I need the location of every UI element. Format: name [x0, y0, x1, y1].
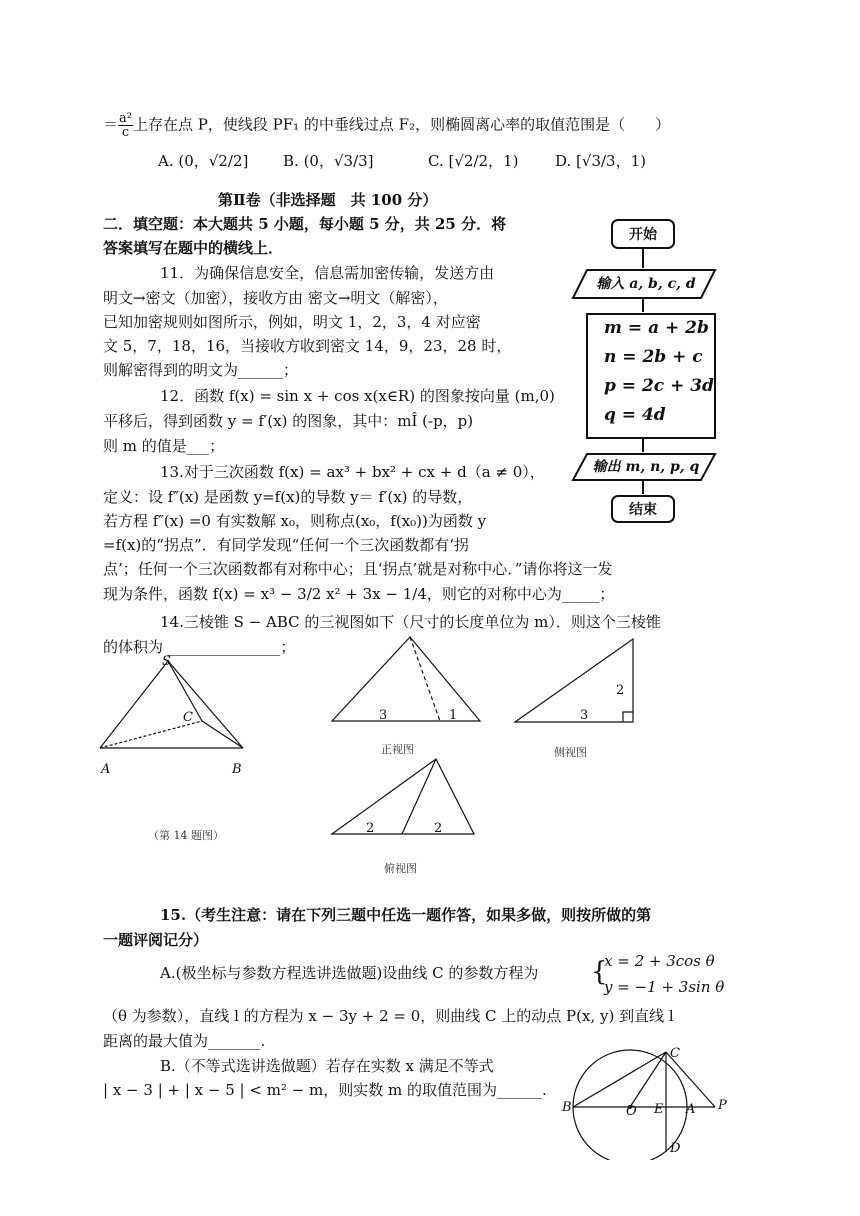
choice-c: C. [√2/2，1)	[428, 152, 519, 170]
q11-line: 则解密得到的明文为______；	[103, 361, 299, 379]
q13-line: 点’；任何一个三次函数都有对称中心；且‘拐点’就是对称中心．”请你将这一发	[103, 560, 613, 578]
choice-a: A. (0，√2/2]	[158, 152, 249, 170]
circle-label-d: D	[670, 1141, 681, 1156]
top-view-left-dim: 2	[366, 821, 375, 836]
flowchart	[565, 210, 740, 530]
label-b: B	[232, 762, 242, 777]
circle-label-o: O	[626, 1104, 637, 1119]
top-view-right-dim: 2	[434, 821, 443, 836]
part2-title: 第Ⅱ卷（非选择题 共 100 分）	[218, 191, 438, 209]
param-x: x = 2 + 3cos θ	[604, 952, 715, 970]
q15a-line: A.(极坐标与参数方程选讲选做题)设曲线 C 的参数方程为	[160, 964, 539, 982]
q12-line: 平移后，得到函数 y = f′(x) 的图象，其中：mÎ (-p，p)	[103, 412, 474, 430]
circle-label-a: A	[686, 1102, 696, 1117]
pyramid-figure	[90, 655, 260, 765]
q14-line: 的体积为 _______________；	[103, 638, 296, 656]
q15-intro: 15.（考生注意：请在下列三题中任选一题作答，如果多做，则按所做的第	[160, 906, 652, 924]
param-brace: {	[591, 957, 608, 987]
q15-intro: 一题评阅记分）	[103, 931, 209, 949]
q15a-line: 距离的最大值为_______.	[103, 1032, 266, 1050]
label-c: C	[183, 710, 193, 725]
flow-output-label: 输出 m, n, p, q	[592, 459, 700, 475]
flow-input-label: 输入 a, b, c, d	[596, 276, 696, 292]
q11-line: 已知加密规则如图所示，例如，明文 1，2，3，4 对应密	[103, 313, 481, 331]
q15a-line: （θ 为参数），直线 l 的方程为 x − 3y + 2 = 0，则曲线 C 上的动点 P(x, y) 到直线 l	[103, 1007, 674, 1025]
q11-line: 文 5，7，18，16，当接收方收到密文 14，9，23，28 时，	[103, 337, 512, 355]
q15b-line: | x − 3 | + | x − 5 | < m² − m，则实数 m 的取值范围为______.	[103, 1081, 547, 1099]
side-view-caption: 侧视图	[554, 746, 587, 759]
front-view-caption: 正视图	[381, 743, 414, 756]
q12-line: 则 m 的值是___；	[103, 437, 225, 455]
q13-line: =f(x)的“拐点”．有同学发现“任何一个三次函数都有‘拐	[103, 536, 470, 554]
q12-line: 12．函数 f(x) = sin x + cos x(x∈R) 的图象按向量 (m,0)	[160, 387, 555, 405]
q10-fraction: $\frac{\text{a²}}{c}$	[119, 111, 132, 140]
section-heading-1: 二．填空题：本大题共 5 小题，每小题 5 分，共 25 分．将	[103, 215, 507, 233]
pyramid-caption: （第 14 题图）	[148, 829, 224, 842]
top-view-figure	[328, 755, 478, 839]
choice-b: B. (0，√3/3]	[283, 152, 374, 170]
q10-prefix: ＝	[103, 115, 119, 134]
circle-label-e: E	[654, 1102, 664, 1117]
front-view-figure	[328, 634, 488, 726]
label-a: A	[101, 762, 111, 777]
q13-line: 13.对于三次函数 f(x) = ax³ + bx² + cx + d（a ≠ 0），	[160, 463, 545, 481]
circle-label-p: P	[718, 1098, 727, 1113]
flow-start-label: 开始	[629, 227, 657, 243]
flow-op-p: p = 2c + 3d	[604, 376, 714, 396]
side-view-base-dim: 3	[580, 708, 589, 723]
flow-op-m: m = a + 2b	[604, 318, 709, 338]
q13-line: 若方程 f″(x) =0 有实数解 x₀，则称点(x₀，f(x₀))为函数 y	[103, 512, 487, 530]
q14-line: 14.三棱锥 S − ABC 的三视图如下（尺寸的长度单位为 m）．则这个三棱锥	[160, 613, 661, 631]
q13-line: 定义：设 f″(x) 是函数 y=f(x)的导数 y＝ f′(x) 的导数，	[103, 488, 473, 506]
side-view-height-dim: 2	[616, 683, 625, 698]
section-heading-2: 答案填写在题中的横线上．	[103, 239, 284, 257]
circle-figure	[570, 1040, 720, 1160]
front-view-left-dim: 3	[379, 708, 388, 723]
circle-label-c: C	[670, 1046, 680, 1061]
flow-end-label: 结束	[629, 502, 657, 518]
circle-label-b: B	[562, 1100, 572, 1115]
label-s: S	[162, 654, 171, 669]
q11-line: 11．为确保信息安全，信息需加密传输，发送方由	[160, 264, 495, 282]
q13-line: 现为条件，函数 f(x) = x³ − 3/2 x² + 3x − 1/4，则它的对称中心为_____；	[103, 585, 615, 603]
front-view-right-dim: 1	[449, 708, 458, 723]
flow-op-n: n = 2b + c	[604, 347, 703, 367]
side-view-figure	[512, 636, 642, 726]
q10-line	[103, 112, 670, 139]
q15b-line: B.（不等式选讲选做题）若存在实数 x 满足不等式	[160, 1057, 494, 1075]
q10-text: 上存在点 P，使线段 PF₁ 的中垂线过点 F₂，则椭圆离心率的取值范围是（ ）	[132, 115, 671, 134]
param-y: y = −1 + 3sin θ	[604, 978, 725, 996]
choice-d: D. [√3/3，1)	[555, 152, 646, 170]
q11-line: 明文→密文（加密），接收方由 密文→明文（解密），	[103, 289, 448, 307]
top-view-caption: 俯视图	[384, 862, 417, 875]
flow-op-q: q = 4d	[604, 405, 666, 425]
